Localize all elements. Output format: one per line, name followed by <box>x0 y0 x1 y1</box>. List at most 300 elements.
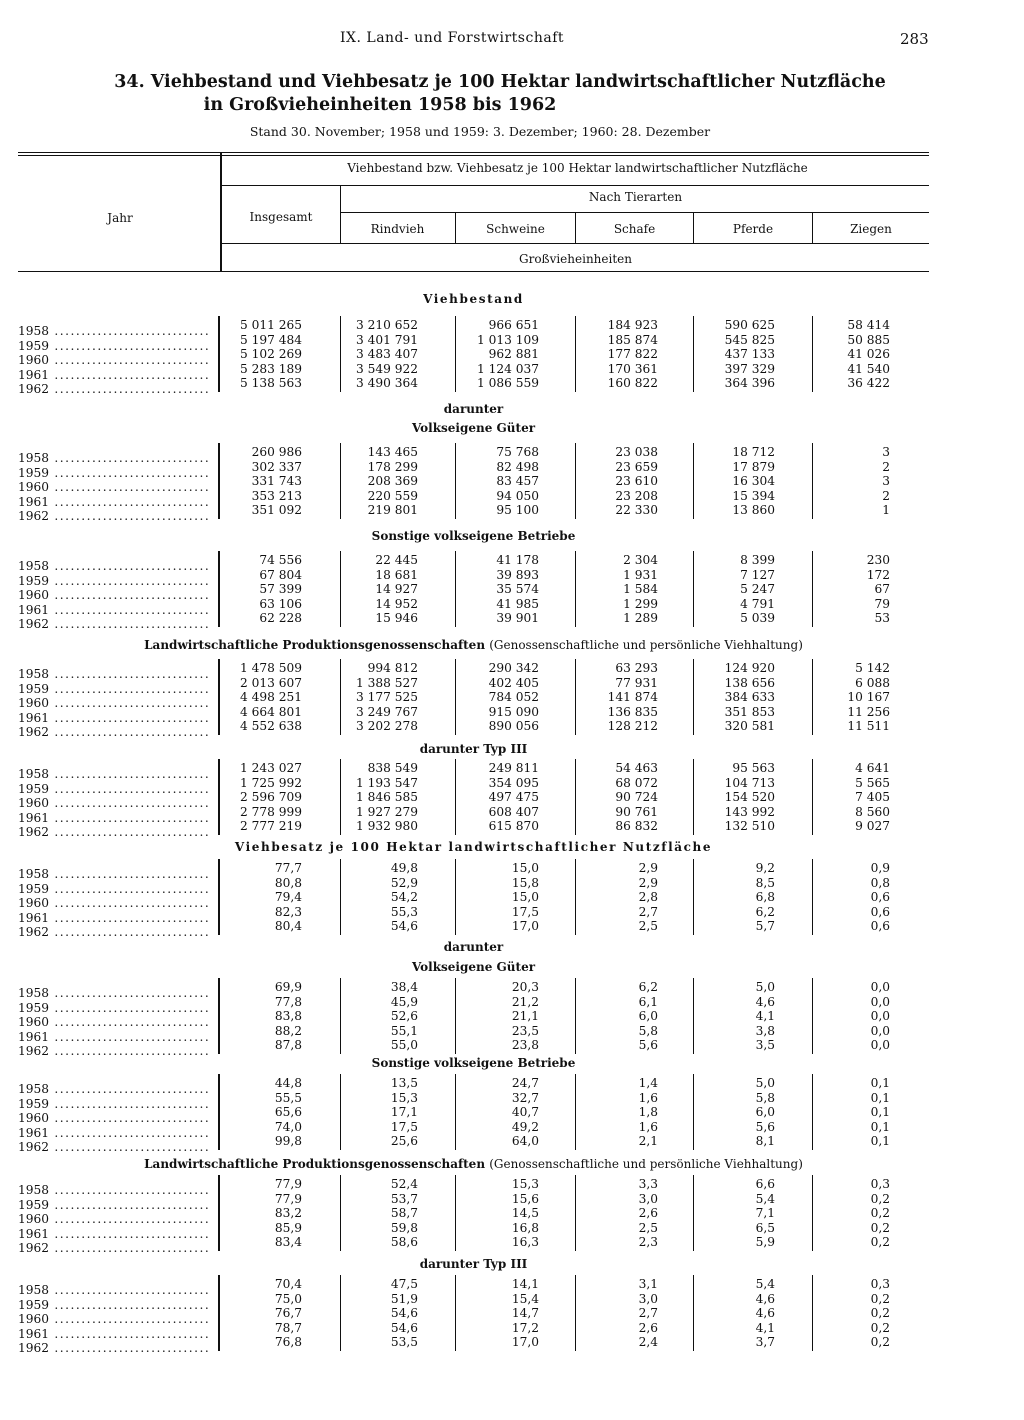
table-cell: 2 777 219 <box>239 819 302 833</box>
section-heading <box>18 529 929 543</box>
table-cell: 0,2 <box>870 1306 890 1320</box>
table-cell: 87,8 <box>274 1038 302 1052</box>
table-cell: 82 498 <box>496 459 539 474</box>
section-label: Sonstige volkseigene Betriebe <box>371 1056 576 1070</box>
table-cell: 138 656 <box>724 675 775 690</box>
table-cell: 55,5 <box>274 1090 302 1105</box>
table-cell: 915 090 <box>488 704 539 719</box>
table-cell: 17 879 <box>732 459 775 474</box>
row-year: 1959 ..... <box>18 782 208 796</box>
table-cell: 320 581 <box>724 719 775 733</box>
table-cell: 1 932 980 <box>355 819 418 833</box>
section-sublabel: Volkseigene Güter <box>411 421 536 435</box>
table-cell: 18 681 <box>375 567 418 582</box>
table-row <box>0 819 1000 839</box>
table-cell: 249 811 <box>488 761 539 775</box>
table-row <box>0 719 1000 739</box>
table-cell: 53,5 <box>390 1335 418 1349</box>
table-cell: 260 986 <box>251 445 302 459</box>
header-insgesamt: Insgesamt <box>249 210 313 224</box>
table-cell: 6,8 <box>755 890 775 904</box>
table-cell: 1 299 <box>623 596 658 611</box>
table-cell: 90 724 <box>615 790 658 804</box>
table-cell: 437 133 <box>724 347 775 361</box>
table-cell: 1 931 <box>623 567 658 582</box>
section-heading <box>18 940 929 954</box>
table-cell: 2,6 <box>638 1206 658 1220</box>
table-cell: 3,8 <box>755 1023 775 1038</box>
header-tierarten-rule <box>340 212 929 213</box>
table-cell: 1 289 <box>623 611 658 625</box>
table-cell: 219 801 <box>367 503 418 517</box>
table-cell: 143 465 <box>367 445 418 459</box>
table-row <box>0 1105 1000 1125</box>
table-cell: 16,3 <box>511 1235 539 1249</box>
table-cell: 14 952 <box>375 596 418 611</box>
header-nach-tierarten: Nach Tierarten <box>588 190 683 204</box>
row-year: 1958 ..... <box>18 1283 208 1297</box>
section-label: darunter <box>443 402 504 416</box>
table-cell: 5 138 563 <box>239 376 302 390</box>
table-cell: 67 <box>874 582 890 596</box>
table-cell: 290 342 <box>488 661 539 675</box>
header-pferde: Pferde <box>732 222 774 236</box>
table-cell: 90 761 <box>615 804 658 819</box>
table-cell: 22 330 <box>615 503 658 517</box>
table-cell: 17,2 <box>511 1320 539 1335</box>
table-cell: 5 197 484 <box>239 332 302 347</box>
table-row <box>0 994 1000 1015</box>
table-cell: 0,2 <box>870 1191 890 1206</box>
table-cell: 51,9 <box>390 1291 418 1306</box>
table-cell: 545 825 <box>724 332 775 347</box>
table-cell: 4,6 <box>755 1291 775 1306</box>
row-year: 1959 ..... <box>18 682 208 696</box>
table-cell: 0,2 <box>870 1320 890 1335</box>
row-year: 1962 ..... <box>18 617 208 631</box>
table-row <box>0 1191 1000 1212</box>
table-cell: 69,9 <box>274 980 302 994</box>
section-heading <box>18 1157 929 1171</box>
table-cell: 2,5 <box>638 919 658 933</box>
table-cell: 4 552 638 <box>239 719 302 733</box>
table-cell: 0,2 <box>870 1220 890 1235</box>
table-cell: 77 931 <box>615 675 658 690</box>
table-cell: 1 <box>882 503 890 517</box>
header-schweine: Schweine <box>486 222 545 236</box>
table-cell: 1 013 109 <box>476 332 539 347</box>
table-cell: 62 228 <box>259 611 302 625</box>
table-cell: 497 475 <box>488 790 539 804</box>
table-row <box>0 690 1000 710</box>
table-cell: 7,1 <box>755 1206 775 1220</box>
table-cell: 3 490 364 <box>355 376 418 390</box>
row-year: 1959 ..... <box>18 882 208 896</box>
table-cell: 994 812 <box>367 661 418 675</box>
table-row <box>0 861 1000 881</box>
table-cell: 9,2 <box>755 861 775 875</box>
table-cell: 7 405 <box>855 790 890 804</box>
row-year: 1962 ..... <box>18 1044 208 1058</box>
row-year: 1959 ..... <box>18 574 208 588</box>
table-cell: 5,6 <box>755 1119 775 1134</box>
table-cell: 1 086 559 <box>476 376 539 390</box>
table-cell: 58,6 <box>390 1235 418 1249</box>
table-row <box>0 1134 1000 1154</box>
table-cell: 208 369 <box>367 474 418 488</box>
table-cell: 2,6 <box>638 1320 658 1335</box>
table-cell: 5 011 265 <box>239 318 302 332</box>
table-cell: 14,1 <box>511 1277 539 1291</box>
table-cell: 55,0 <box>390 1038 418 1052</box>
table-cell: 58 414 <box>847 318 890 332</box>
table-cell: 5,0 <box>755 980 775 994</box>
header-schafe: Schafe <box>613 222 656 236</box>
table-cell: 8 560 <box>855 804 890 819</box>
section-label: Viehbestand <box>423 292 524 306</box>
table-cell: 2 <box>882 488 890 503</box>
table-cell: 3 249 767 <box>355 704 418 719</box>
table-cell: 1,4 <box>638 1076 658 1090</box>
table-cell: 8,5 <box>755 875 775 890</box>
table-cell: 3 <box>882 474 890 488</box>
table-cell: 99,8 <box>274 1134 302 1148</box>
table-cell: 1 193 547 <box>355 775 418 790</box>
table-cell: 74 556 <box>259 553 302 567</box>
table-cell: 39 893 <box>496 567 539 582</box>
section-label: darunter Typ III <box>419 742 528 756</box>
table-cell: 5 102 269 <box>239 347 302 361</box>
table-cell: 23,8 <box>511 1038 539 1052</box>
row-year: 1958 ..... <box>18 1183 208 1197</box>
table-cell: 47,5 <box>390 1277 418 1291</box>
table-cell: 23 038 <box>615 445 658 459</box>
table-cell: 15,0 <box>511 890 539 904</box>
table-cell: 4 641 <box>855 761 890 775</box>
table-cell: 40,7 <box>511 1105 539 1119</box>
table-cell: 1 478 509 <box>239 661 302 675</box>
header-rindvieh: Rindvieh <box>370 222 425 236</box>
table-cell: 95 100 <box>496 503 539 517</box>
table-cell: 0,2 <box>870 1235 890 1249</box>
table-row <box>0 445 1000 465</box>
section-heading <box>18 742 929 756</box>
section-label: Landwirtschaftliche Produktionsgenossenschaften <box>144 638 486 652</box>
table-cell: 2,8 <box>638 890 658 904</box>
table-row <box>0 1038 1000 1058</box>
row-year: 1962 ..... <box>18 382 208 396</box>
table-cell: 15 946 <box>375 611 418 625</box>
table-cell: 22 445 <box>375 553 418 567</box>
table-cell: 21,1 <box>511 1009 539 1023</box>
table-cell: 95 563 <box>732 761 775 775</box>
section-heading <box>18 292 929 306</box>
table-cell: 185 874 <box>607 332 658 347</box>
section-label: Landwirtschaftliche Produktionsgenossenschaften <box>144 1157 486 1171</box>
table-cell: 54,2 <box>390 890 418 904</box>
table-cell: 54 463 <box>615 761 658 775</box>
table-cell: 160 822 <box>607 376 658 390</box>
table-cell: 64,0 <box>511 1134 539 1148</box>
table-cell: 17,0 <box>511 1335 539 1349</box>
table-row <box>0 980 1000 1000</box>
table-cell: 0,6 <box>870 919 890 933</box>
table-cell: 220 559 <box>367 488 418 503</box>
table-row <box>0 488 1000 509</box>
row-year: 1960 ..... <box>18 896 208 910</box>
table-cell: 14 927 <box>375 582 418 596</box>
table-row <box>0 1119 1000 1140</box>
table-row <box>0 1235 1000 1255</box>
table-cell: 52,6 <box>390 1009 418 1023</box>
row-year: 1960 ..... <box>18 480 208 494</box>
table-cell: 3 202 278 <box>355 719 418 733</box>
row-year: 1961 ..... <box>18 1030 208 1044</box>
table-cell: 3 483 407 <box>355 347 418 361</box>
table-cell: 23 208 <box>615 488 658 503</box>
table-row <box>0 1220 1000 1241</box>
header-ziegen: Ziegen <box>850 222 892 236</box>
table-row <box>0 904 1000 925</box>
row-year: 1962 ..... <box>18 1140 208 1154</box>
table-cell: 15,6 <box>511 1191 539 1206</box>
table-cell: 2,7 <box>638 904 658 919</box>
table-cell: 15,8 <box>511 875 539 890</box>
table-cell: 1 584 <box>623 582 658 596</box>
header-top-rule-double <box>18 155 929 156</box>
table-cell: 58,7 <box>390 1206 418 1220</box>
reference-date-note: Stand 30. November; 1958 und 1959: 3. Dezember; 1960: 28. Dezember <box>249 124 711 139</box>
table-cell: 13,5 <box>390 1076 418 1090</box>
table-cell: 1 243 027 <box>239 761 302 775</box>
table-cell: 3,3 <box>638 1177 658 1191</box>
table-cell: 2,4 <box>638 1335 658 1349</box>
table-cell: 75,0 <box>274 1291 302 1306</box>
row-year: 1961 ..... <box>18 1126 208 1140</box>
table-row <box>0 1206 1000 1226</box>
table-cell: 17,5 <box>390 1119 418 1134</box>
header-unit-rule <box>222 243 929 244</box>
table-row <box>0 761 1000 781</box>
table-row <box>0 347 1000 367</box>
row-year: 1959 ..... <box>18 1001 208 1015</box>
table-row <box>0 1291 1000 1312</box>
table-cell: 331 743 <box>251 474 302 488</box>
table-cell: 15 394 <box>732 488 775 503</box>
table-row <box>0 661 1000 681</box>
row-year: 1962 ..... <box>18 925 208 939</box>
table-cell: 16 304 <box>732 474 775 488</box>
table-row <box>0 1023 1000 1044</box>
table-cell: 128 212 <box>607 719 658 733</box>
table-cell: 32,7 <box>511 1090 539 1105</box>
table-cell: 184 923 <box>607 318 658 332</box>
table-row <box>0 1090 1000 1111</box>
table-cell: 397 329 <box>724 361 775 376</box>
row-year: 1958 ..... <box>18 324 208 338</box>
table-cell: 615 870 <box>488 819 539 833</box>
table-cell: 5 142 <box>855 661 890 675</box>
table-row <box>0 790 1000 810</box>
table-row <box>0 675 1000 696</box>
table-cell: 45,9 <box>390 994 418 1009</box>
table-row <box>0 596 1000 617</box>
table-cell: 8 399 <box>740 553 775 567</box>
section-label: Viehbesatz je 100 Hektar landwirtschaftlicher Nutzfläche <box>234 840 713 854</box>
table-cell: 41 178 <box>496 553 539 567</box>
table-cell: 76,8 <box>274 1335 302 1349</box>
table-cell: 5,8 <box>755 1090 775 1105</box>
row-year: 1958 ..... <box>18 867 208 881</box>
row-year: 1961 ..... <box>18 495 208 509</box>
table-cell: 13 860 <box>732 503 775 517</box>
table-cell: 94 050 <box>496 488 539 503</box>
table-cell: 3 549 922 <box>355 361 418 376</box>
table-cell: 0,6 <box>870 890 890 904</box>
table-cell: 49,8 <box>390 861 418 875</box>
table-cell: 2 596 709 <box>239 790 302 804</box>
table-cell: 1 927 279 <box>355 804 418 819</box>
table-cell: 5,4 <box>755 1277 775 1291</box>
table-cell: 2 013 607 <box>239 675 302 690</box>
table-cell: 3 401 791 <box>355 332 418 347</box>
table-cell: 23 610 <box>615 474 658 488</box>
table-cell: 838 549 <box>367 761 418 775</box>
table-cell: 41 026 <box>847 347 890 361</box>
table-row <box>0 1320 1000 1341</box>
row-year: 1961 ..... <box>18 711 208 725</box>
table-cell: 608 407 <box>488 804 539 819</box>
table-cell: 53,7 <box>390 1191 418 1206</box>
table-cell: 784 052 <box>488 690 539 704</box>
table-cell: 230 <box>866 553 890 567</box>
row-year: 1959 ..... <box>18 339 208 353</box>
section-heading <box>18 1056 929 1070</box>
table-cell: 966 651 <box>488 318 539 332</box>
row-year: 1959 ..... <box>18 1298 208 1312</box>
table-cell: 0,1 <box>870 1090 890 1105</box>
table-cell: 0,2 <box>870 1291 890 1306</box>
table-cell: 5 283 189 <box>239 361 302 376</box>
table-cell: 17,1 <box>390 1105 418 1119</box>
table-cell: 70,4 <box>274 1277 302 1291</box>
table-cell: 3 210 652 <box>355 318 418 332</box>
table-cell: 0,0 <box>870 1038 890 1052</box>
table-cell: 1 725 992 <box>239 775 302 790</box>
table-cell: 1,6 <box>638 1119 658 1134</box>
section-heading <box>18 1257 929 1271</box>
row-year: 1960 ..... <box>18 1015 208 1029</box>
row-year: 1961 ..... <box>18 1227 208 1241</box>
table-cell: 7 127 <box>740 567 775 582</box>
table-row <box>0 919 1000 939</box>
row-year: 1962 ..... <box>18 509 208 523</box>
table-cell: 2,5 <box>638 1220 658 1235</box>
table-cell: 2,3 <box>638 1235 658 1249</box>
table-cell: 78,7 <box>274 1320 302 1335</box>
row-year: 1960 ..... <box>18 353 208 367</box>
row-year: 1958 ..... <box>18 559 208 573</box>
table-cell: 76,7 <box>274 1306 302 1320</box>
table-cell: 3,7 <box>755 1335 775 1349</box>
table-cell: 2 <box>882 459 890 474</box>
table-row <box>0 890 1000 910</box>
table-cell: 141 874 <box>607 690 658 704</box>
table-cell: 0,0 <box>870 1009 890 1023</box>
table-cell: 0,9 <box>870 861 890 875</box>
table-cell: 4 664 801 <box>239 704 302 719</box>
table-cell: 23,5 <box>511 1023 539 1038</box>
table-cell: 6,0 <box>755 1105 775 1119</box>
table-cell: 0,8 <box>870 875 890 890</box>
table-cell: 21,2 <box>511 994 539 1009</box>
table-cell: 5,4 <box>755 1191 775 1206</box>
table-cell: 0,1 <box>870 1076 890 1090</box>
header-jahr: Jahr <box>107 211 133 225</box>
table-cell: 17,5 <box>511 904 539 919</box>
table-row <box>0 1009 1000 1029</box>
table-cell: 1 846 585 <box>355 790 418 804</box>
table-cell: 68 072 <box>615 775 658 790</box>
table-cell: 59,8 <box>390 1220 418 1235</box>
row-year: 1958 ..... <box>18 986 208 1000</box>
row-year: 1961 ..... <box>18 911 208 925</box>
section-label: darunter Typ III <box>419 1257 528 1271</box>
table-cell: 1 388 527 <box>355 675 418 690</box>
table-cell: 5,9 <box>755 1235 775 1249</box>
row-year: 1960 ..... <box>18 1111 208 1125</box>
table-cell: 354 095 <box>488 775 539 790</box>
table-row <box>0 503 1000 523</box>
section-label-suffix: (Genossenschaftliche und persönliche Viehhaltung) <box>489 1157 803 1171</box>
table-cell: 53 <box>874 611 890 625</box>
table-row <box>0 318 1000 338</box>
table-cell: 25,6 <box>390 1134 418 1148</box>
table-cell: 4,1 <box>755 1009 775 1023</box>
table-cell: 15,4 <box>511 1291 539 1306</box>
table-cell: 5,6 <box>638 1038 658 1052</box>
table-cell: 88,2 <box>274 1023 302 1038</box>
table-cell: 36 422 <box>847 376 890 390</box>
table-row <box>0 332 1000 353</box>
row-year: 1959 ..... <box>18 1097 208 1111</box>
table-title-line2: in Großvieheinheiten 1958 bis 1962 <box>203 95 557 115</box>
table-cell: 3,0 <box>638 1291 658 1306</box>
table-cell: 6,2 <box>755 904 775 919</box>
table-cell: 85,9 <box>274 1220 302 1235</box>
row-year: 1962 ..... <box>18 1241 208 1255</box>
table-cell: 79,4 <box>274 890 302 904</box>
table-cell: 80,8 <box>274 875 302 890</box>
header-bottom-rule <box>18 271 929 272</box>
table-cell: 15,3 <box>390 1090 418 1105</box>
table-row <box>0 611 1000 631</box>
table-cell: 11 256 <box>847 704 890 719</box>
table-cell: 83,4 <box>274 1235 302 1249</box>
table-cell: 18 712 <box>732 445 775 459</box>
table-cell: 9 027 <box>855 819 890 833</box>
table-cell: 1 124 037 <box>476 361 539 376</box>
table-cell: 35 574 <box>496 582 539 596</box>
table-cell: 4,6 <box>755 994 775 1009</box>
table-cell: 0,0 <box>870 1023 890 1038</box>
table-cell: 364 396 <box>724 376 775 390</box>
table-cell: 124 920 <box>724 661 775 675</box>
table-cell: 39 901 <box>496 611 539 625</box>
table-cell: 2,9 <box>638 861 658 875</box>
table-cell: 55,1 <box>390 1023 418 1038</box>
table-cell: 15,0 <box>511 861 539 875</box>
